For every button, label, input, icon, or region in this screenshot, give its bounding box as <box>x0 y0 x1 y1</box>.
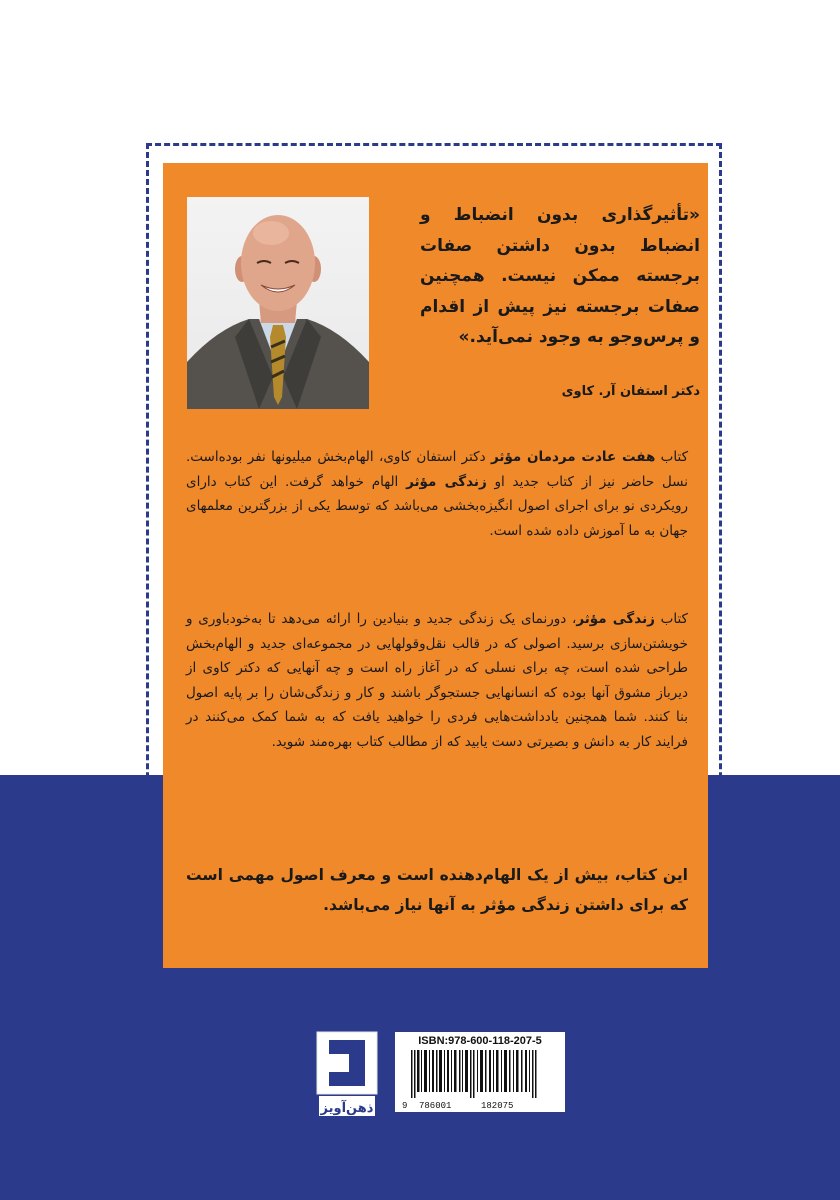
author-quote: «تأثیرگذاری بدون انضباط و انضباط بدون داشتن صفات برجسته ممکن نیست. همچنین صفات برجسته نیز پیش از اقدام و پرس‌وجو به وجود نمی‌آید.» <box>420 205 700 347</box>
isbn-label: ISBN:978-600-118-207-5 <box>418 1035 542 1047</box>
paragraph-text: ، دورنمای یک زندگی جدید و بنیادین را ارائه می‌دهد تا به‌خودباوری و خویشتن‌سازی برسید. اصولی که در قالب نقل‌وقولهایی در مجموعه‌ای جدید و الهام‌بخش طراحی شده است، چه برای نسلی که در آغاز راه است و چه آنهایی که دکتر کاوی از دیرباز مشوق آنها بوده که انسانهایی جستجوگر باشند و کار و زندگی‌شان را بر پایه اصول بنا کنند. شما همچنین یادداشت‌هایی فردی را خواهید یافت که به شما کمک می‌کنند در فرایند کار به دانش و بصیرتی دست یابید که از مطالب کتاب بهره‌مند شوید. <box>186 611 688 750</box>
quote-author: دکتر استفان آر. کاوی <box>561 384 700 399</box>
paragraph-text: کتاب <box>655 449 688 465</box>
publisher-logo-mark <box>315 1030 379 1118</box>
closing-statement: این کتاب، بیش از یک الهام‌دهنده است و معرف اصول مهمی است که برای داشتن زندگی مؤثر به آنها نیاز می‌باشد. <box>186 866 688 914</box>
barcode-digits-left: 786001 <box>419 1101 452 1110</box>
publisher-logo <box>315 1030 379 1118</box>
book-title-highlight: زندگی مؤثر <box>406 473 487 490</box>
author-portrait-illustration <box>187 197 369 409</box>
paragraph-text: کتاب <box>654 611 688 627</box>
book-title-highlight: هفت عادت مردمان مؤثر <box>490 449 656 465</box>
book-title-highlight: زندگی مؤثر <box>576 611 655 627</box>
isbn-barcode <box>395 1032 565 1112</box>
svg-text:ذهن‌آویز: ذهن‌آویز <box>320 1101 374 1116</box>
description-paragraph-1 <box>186 445 688 543</box>
barcode-bars <box>401 1050 559 1110</box>
barcode-digit-first: 9 <box>402 1101 408 1110</box>
paragraph-text: دکتر استفان کاوی، الهام‌بخش میلیونها نفر بوده‌است. نسل حاضر نیز از کتاب جدید او <box>186 449 688 490</box>
description-paragraph-2 <box>186 607 688 754</box>
barcode-digits-right: 182075 <box>481 1101 514 1110</box>
author-photo <box>187 197 369 409</box>
paragraph-text: الهام خواهد گرفت. این کتاب دارای رویکردی نو برای اجرای اصول انگیزه‌بخشی می‌باشد که توسط یکی از بزرگترین معلمهای جهان به ما آموزش داده شده است. <box>186 473 688 539</box>
